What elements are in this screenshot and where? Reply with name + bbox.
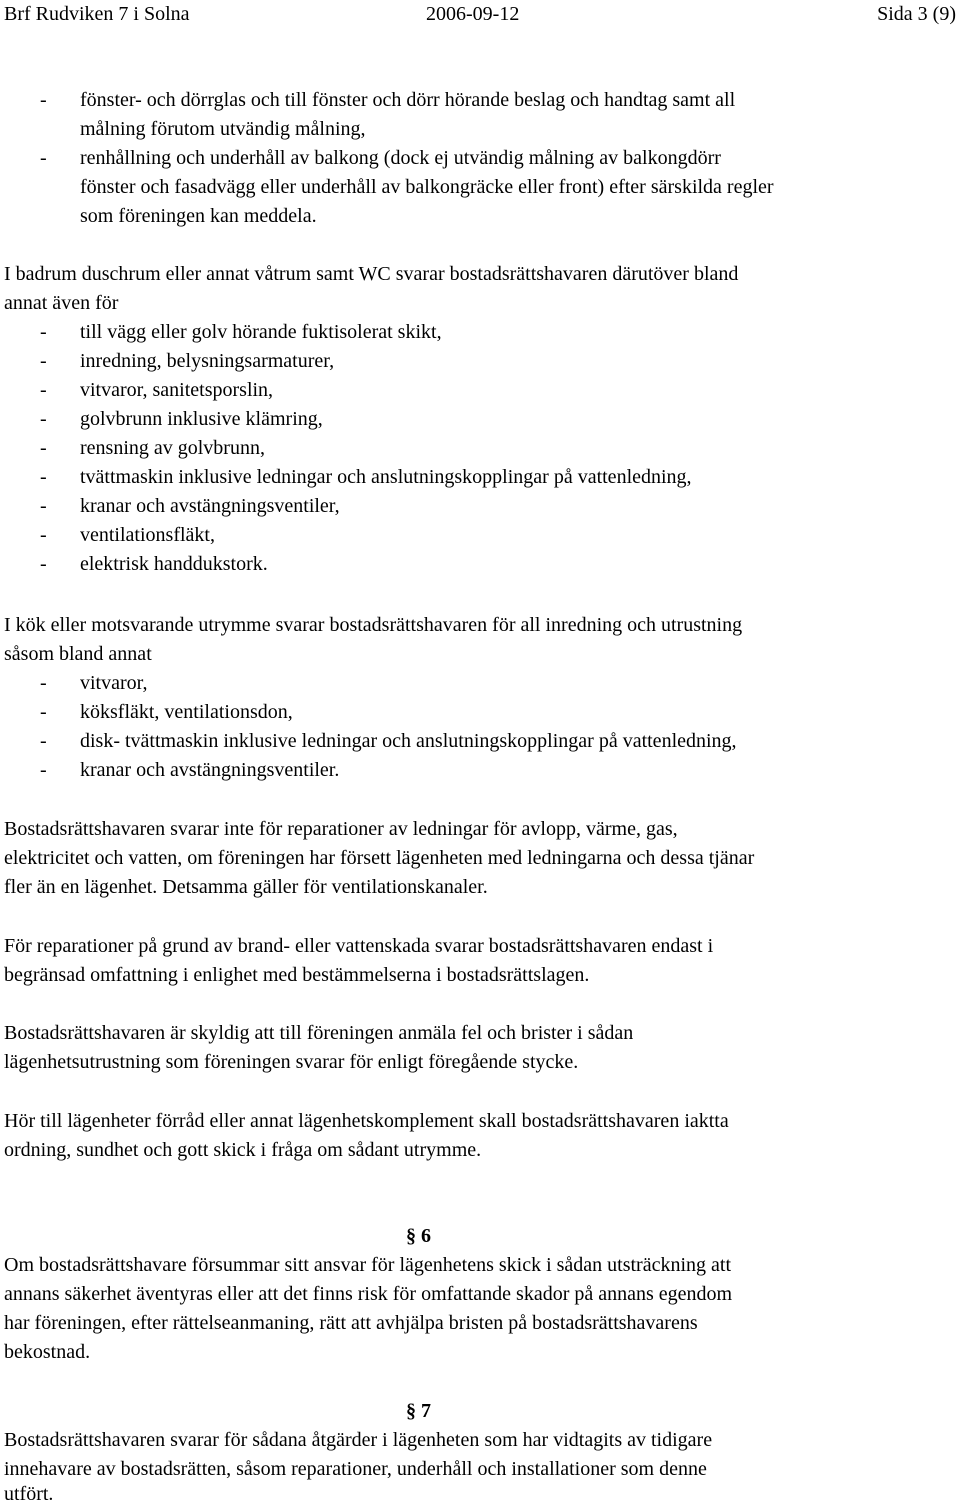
paragraph-text: begränsad omfattning i enlighet med bestämmelserna i bostadsrättslagen. <box>4 964 590 986</box>
section-heading: § 6 <box>406 1225 431 1247</box>
paragraph-text: I kök eller motsvarande utrymme svarar bostadsrättshavaren för all inredning och utrustning <box>4 614 743 636</box>
paragraph-text: annans säkerhet äventyras eller att det finns risk för omfattande skador på annans egendom <box>4 1283 733 1305</box>
paragraph-text: såsom bland annat <box>4 643 152 665</box>
section-heading: § 7 <box>406 1400 431 1422</box>
paragraph-text: fler än en lägenhet. Detsamma gäller för ventilationskanaler. <box>4 876 488 898</box>
paragraph-text: har föreningen, efter rättelseanmaning, rätt att avhjälpa bristen på bostadsrättshavarens <box>4 1312 698 1334</box>
header-title: Brf Rudviken 7 i Solna <box>4 3 190 25</box>
paragraph-text: utfört. <box>4 1483 54 1505</box>
paragraph-text: innehavare av bostadsrätten, såsom reparationer, underhåll och installationer som denne <box>4 1458 707 1480</box>
paragraph-text: I badrum duschrum eller annat våtrum samt WC svarar bostadsrättshavaren därutöver bland <box>4 263 739 285</box>
paragraph-text: Bostadsrättshavaren svarar inte för reparationer av ledningar för avlopp, värme, gas, <box>4 818 678 840</box>
paragraph-text: Om bostadsrättshavare försummar sitt ansvar för lägenhetens skick i sådan utsträckning att <box>4 1254 732 1276</box>
page-header <box>0 0 960 30</box>
paragraph-text: Bostadsrättshavaren är skyldig att till föreningen anmäla fel och brister i sådan <box>4 1022 634 1044</box>
paragraph-text: Bostadsrättshavaren svarar för sådana åtgärder i lägenheten som har vidtagits av tidigare <box>4 1429 713 1451</box>
paragraph-text: bekostnad. <box>4 1341 91 1363</box>
header-date: 2006-09-12 <box>426 3 520 25</box>
paragraph-text: ordning, sundhet och gott skick i fråga om sådant utrymme. <box>4 1139 482 1161</box>
paragraph-text: elektricitet och vatten, om föreningen har försett lägenheten med ledningarna och dessa tjänar <box>4 847 755 869</box>
paragraph-text: För reparationer på grund av brand- eller vattenskada svarar bostadsrättshavaren endast i <box>4 935 714 957</box>
paragraph-text: Hör till lägenheter förråd eller annat lägenhetskomplement skall bostadsrättshavaren iaktta <box>4 1110 729 1132</box>
header-page-number: Sida 3 (9) <box>877 3 956 25</box>
paragraph-text: lägenhetsutrustning som föreningen svarar för enligt föregående stycke. <box>4 1051 579 1073</box>
paragraph-text: annat även för <box>4 292 119 314</box>
